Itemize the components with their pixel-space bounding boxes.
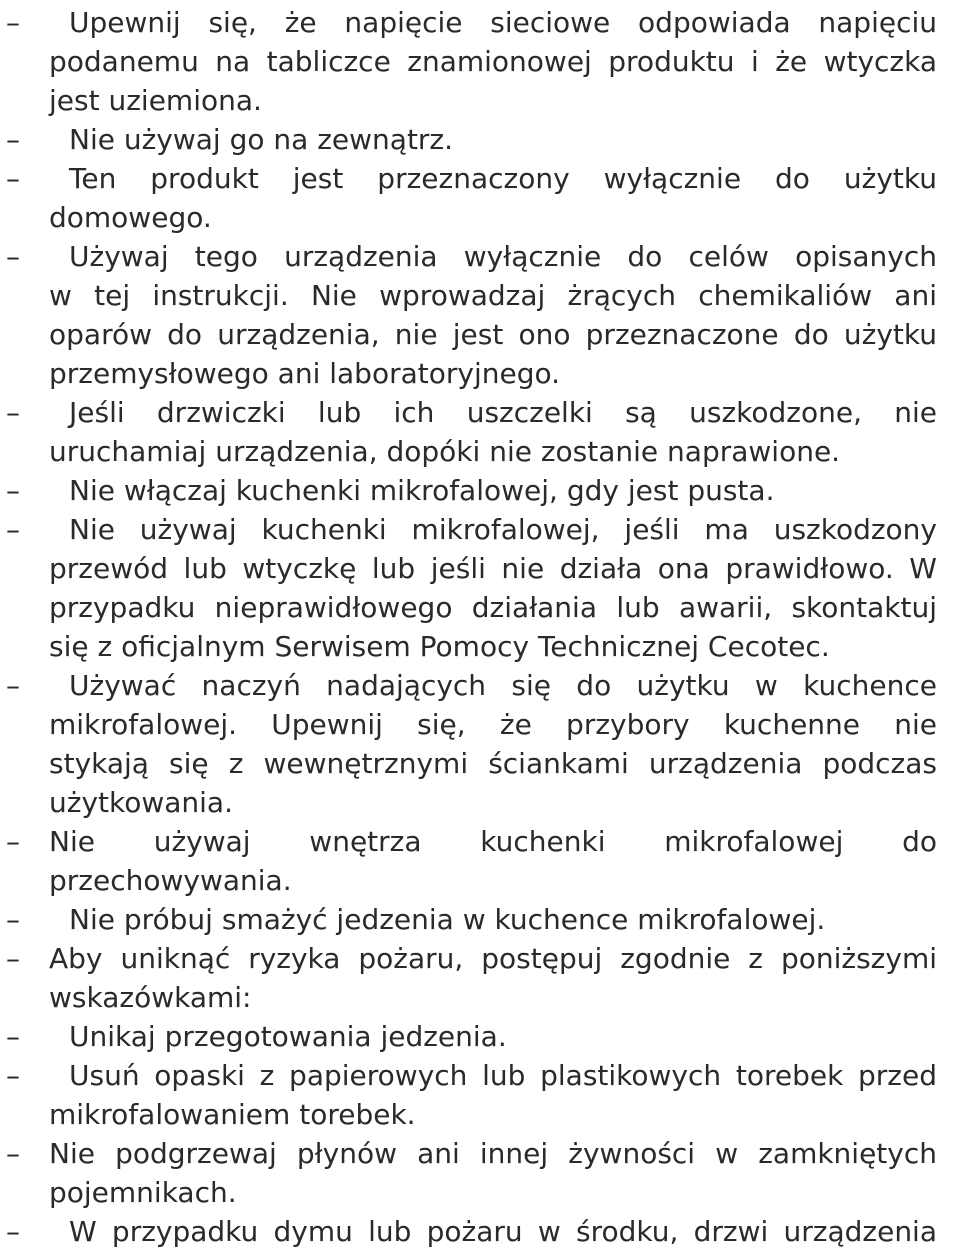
- list-item-text-line: Usuń opaski z papierowych lub plastikowych torebek przed: [69, 1059, 937, 1092]
- bullet-dash: –: [6, 123, 20, 156]
- list-item-text-line: wskazówkami:: [49, 981, 252, 1014]
- list-item: [0, 1056, 963, 1134]
- list-item: [0, 237, 963, 393]
- bullet-dash: –: [6, 1020, 20, 1053]
- list-item: [0, 939, 963, 1017]
- bullet-dash: –: [6, 162, 20, 195]
- list-item-text-line: Nie włączaj kuchenki mikrofalowej, gdy jest pusta.: [69, 474, 775, 507]
- list-item: [0, 1212, 963, 1251]
- bullet-dash: –: [6, 240, 20, 273]
- list-item: [0, 666, 963, 822]
- list-item: [0, 1134, 963, 1212]
- list-item-text-line: stykają się z wewnętrznymi ściankami urządzenia podczas: [49, 747, 937, 780]
- list-item: [0, 900, 963, 939]
- bullet-dash: –: [6, 903, 20, 936]
- bullet-dash: –: [6, 669, 20, 702]
- list-item-text-line: Jeśli drzwiczki lub ich uszczelki są uszkodzone, nie: [69, 396, 937, 429]
- list-item-text-line: Nie używaj wnętrza kuchenki mikrofalowej do: [49, 825, 937, 858]
- bullet-dash: –: [6, 1059, 20, 1092]
- list-item: [0, 120, 963, 159]
- list-item-text-line: oparów do urządzenia, nie jest ono przeznaczone do użytku: [49, 318, 937, 351]
- list-item-text-line: W przypadku dymu lub pożaru w środku, drzwi urządzenia: [69, 1215, 937, 1248]
- list-item-text-line: w tej instrukcji. Nie wprowadzaj żrących chemikaliów ani: [49, 279, 937, 312]
- list-item-text-line: przechowywania.: [49, 864, 292, 897]
- list-item-text-line: Nie podgrzewaj płynów ani innej żywności w zamkniętych: [49, 1137, 937, 1170]
- list-item-text-line: przemysłowego ani laboratoryjnego.: [49, 357, 561, 390]
- bullet-dash: –: [6, 396, 20, 429]
- list-item: [0, 822, 963, 900]
- list-item-text-line: Unikaj przegotowania jedzenia.: [69, 1020, 507, 1053]
- list-item-text-line: pojemnikach.: [49, 1176, 237, 1209]
- list-item-text-line: uruchamiaj urządzenia, dopóki nie zostanie naprawione.: [49, 435, 841, 468]
- list-item-text-line: domowego.: [49, 201, 212, 234]
- list-item-text-line: Nie próbuj smażyć jedzenia w kuchence mikrofalowej.: [69, 903, 826, 936]
- list-item-text-line: Upewnij się, że napięcie sieciowe odpowiada napięciu: [69, 6, 937, 39]
- list-item: [0, 510, 963, 666]
- bullet-dash: –: [6, 1215, 20, 1248]
- list-item-text-line: się z oficjalnym Serwisem Pomocy Technicznej Cecotec.: [49, 630, 830, 663]
- list-item-text-line: przewód lub wtyczkę lub jeśli nie działa ona prawidłowo. W: [49, 552, 937, 585]
- list-item: [0, 3, 963, 120]
- bullet-dash: –: [6, 825, 20, 858]
- list-item: [0, 159, 963, 237]
- list-item-text-line: jest uziemiona.: [49, 84, 262, 117]
- list-item: [0, 471, 963, 510]
- list-item-text-line: mikrofalowaniem torebek.: [49, 1098, 416, 1131]
- bullet-dash: –: [6, 6, 20, 39]
- bullet-dash: –: [6, 513, 20, 546]
- list-item-text-line: Nie używaj go na zewnątrz.: [69, 123, 454, 156]
- list-item-text-line: Używać naczyń nadających się do użytku w kuchence: [69, 669, 937, 702]
- list-item-text-line: użytkowania.: [49, 786, 233, 819]
- list-item-text-line: podanemu na tabliczce znamionowej produktu i że wtyczka: [49, 45, 937, 78]
- bullet-dash: –: [6, 942, 20, 975]
- bullet-dash: –: [6, 474, 20, 507]
- list-item-text-line: Nie używaj kuchenki mikrofalowej, jeśli ma uszkodzony: [69, 513, 937, 546]
- list-item: [0, 1017, 963, 1056]
- bullet-dash: –: [6, 1137, 20, 1170]
- list-item-text-line: Aby uniknąć ryzyka pożaru, postępuj zgodnie z poniższymi: [49, 942, 937, 975]
- list-item-text-line: Ten produkt jest przeznaczony wyłącznie do użytku: [69, 162, 937, 195]
- list-item-text-line: Używaj tego urządzenia wyłącznie do celów opisanych: [69, 240, 937, 273]
- list-item-text-line: przypadku nieprawidłowego działania lub awarii, skontaktuj: [49, 591, 937, 624]
- list-item: [0, 393, 963, 471]
- list-item-text-line: mikrofalowej. Upewnij się, że przybory kuchenne nie: [49, 708, 937, 741]
